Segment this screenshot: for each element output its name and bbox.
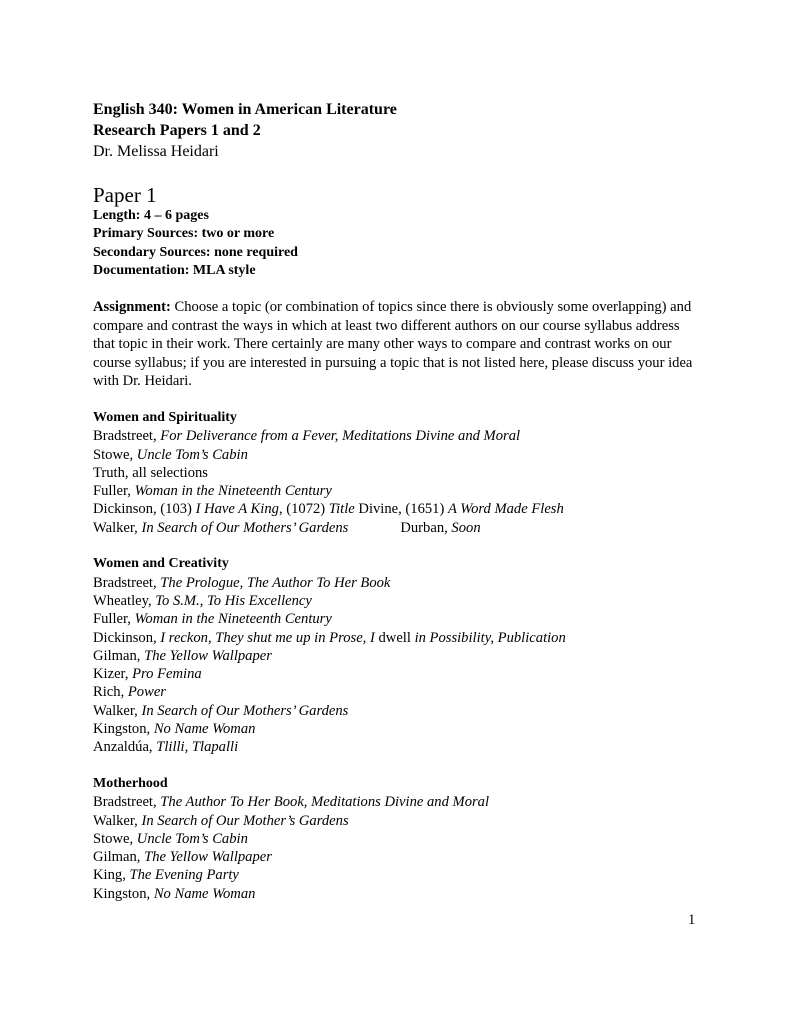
works: The Yellow Wallpaper — [144, 849, 272, 866]
assignment-paragraph — [93, 298, 705, 391]
course-title: English 340: Women in American Literature — [93, 101, 397, 118]
list-item — [93, 647, 713, 665]
list-item — [93, 720, 713, 738]
poem-number: , (1072) — [278, 501, 329, 518]
author: Fuller, — [93, 611, 135, 628]
section-spirituality — [93, 409, 713, 537]
assignment-text: Choose a topic (or combination of topics since there is obviously some overlapping) and compare and contrast the ways in which at least two different authors on our course syllabus address that topic in their work. There certainly are many other ways to compare and contrast works on our course syllabus; if you are interested in pursuing a topic that is not listed here, please discuss your idea with Dr. Heidari. — [93, 299, 693, 390]
works: No Name Woman — [153, 885, 256, 902]
list-item — [93, 738, 713, 756]
list-item — [93, 427, 713, 445]
document-page — [93, 99, 713, 903]
list-item — [93, 482, 713, 500]
author: Wheatley, — [93, 592, 156, 609]
works: For Deliverance from a Fever, Meditations Divine and Moral — [160, 428, 521, 445]
primary-sources-requirement: Primary Sources: two or more — [93, 226, 275, 242]
author: Stowe, — [93, 446, 137, 463]
instructor-name: Dr. Melissa Heidari — [93, 143, 219, 160]
section-creativity — [93, 555, 713, 756]
paper-heading: Paper 1 — [93, 183, 157, 207]
list-item — [93, 519, 713, 537]
works: Uncle Tom’s Cabin — [136, 446, 248, 463]
list-item — [93, 866, 713, 884]
author: Kingston, — [93, 721, 154, 738]
works: A Word Made Flesh — [447, 501, 564, 518]
list-item — [93, 629, 713, 647]
author: Dickinson, (103) — [93, 501, 196, 518]
works: In Search of Our Mothers’ Gardens — [141, 702, 349, 719]
secondary-sources-requirement: Secondary Sources: none required — [93, 244, 298, 260]
assignment-label: Assignment: — [93, 299, 171, 316]
list-item — [93, 702, 713, 720]
list-item — [93, 610, 713, 628]
list-item — [93, 464, 713, 482]
author: Gilman, — [93, 849, 145, 866]
author: Durban, — [400, 519, 452, 536]
page-number: 1 — [688, 912, 696, 928]
works: in Possibility, Publication — [414, 629, 566, 646]
works: Uncle Tom’s Cabin — [136, 830, 248, 847]
section-title: Women and Creativity — [93, 556, 229, 572]
works: Woman in the Nineteenth Century — [134, 611, 332, 628]
section-motherhood — [93, 775, 713, 903]
author: Truth, all selections — [93, 464, 208, 481]
author: Fuller, — [93, 483, 135, 500]
works: Pro Femina — [132, 666, 202, 683]
author: Walker, — [93, 519, 142, 536]
list-item — [93, 848, 713, 866]
works: I reckon, They shut me up in Prose, I — [160, 629, 375, 646]
author: Bradstreet, — [93, 574, 161, 591]
works: Tlilli, Tlapalli — [156, 739, 239, 756]
poem-number: Divine, (1651) — [354, 501, 448, 518]
works: In Search of Our Mothers’ Gardens — [141, 519, 349, 536]
works: The Prologue, The Author To Her Book — [160, 574, 391, 591]
list-item — [93, 574, 713, 592]
author: Dickinson, — [93, 629, 161, 646]
works: In Search of Our Mother’s Gardens — [141, 812, 349, 829]
author: Kizer, — [93, 666, 133, 683]
list-item — [93, 793, 713, 811]
works: Woman in the Nineteenth Century — [134, 483, 332, 500]
author: Bradstreet, — [93, 794, 161, 811]
list-item — [93, 592, 713, 610]
author: Gilman, — [93, 647, 145, 664]
documentation-requirement: Documentation: MLA style — [93, 262, 256, 278]
document-subtitle: Research Papers 1 and 2 — [93, 122, 261, 139]
works: The Evening Party — [129, 867, 239, 884]
author: Walker, — [93, 812, 142, 829]
length-requirement: Length: 4 – 6 pages — [93, 208, 209, 223]
author: Anzaldúa, — [93, 739, 157, 756]
list-item — [93, 885, 713, 903]
author: King, — [93, 867, 130, 884]
list-item — [93, 665, 713, 683]
list-item — [93, 683, 713, 701]
works: The Author To Her Book, Meditations Divine and Moral — [160, 794, 490, 811]
works: No Name Woman — [153, 721, 256, 738]
works: Title — [328, 501, 355, 518]
works: Soon — [451, 519, 481, 536]
works: To S.M., To His Excellency — [155, 592, 312, 609]
works: The Yellow Wallpaper — [144, 647, 272, 664]
list-item — [93, 500, 713, 518]
author: Stowe, — [93, 830, 137, 847]
author: Walker, — [93, 702, 142, 719]
section-title: Women and Spirituality — [93, 409, 237, 425]
author: Bradstreet, — [93, 428, 161, 445]
list-item — [93, 446, 713, 464]
author: Kingston, — [93, 885, 154, 902]
list-item — [93, 830, 713, 848]
works: I Have A King — [195, 501, 279, 518]
author: Rich, — [93, 684, 128, 701]
works-plain: dwell — [374, 629, 415, 646]
section-title: Motherhood — [93, 775, 168, 791]
works: Power — [127, 684, 166, 701]
list-item — [93, 812, 713, 830]
